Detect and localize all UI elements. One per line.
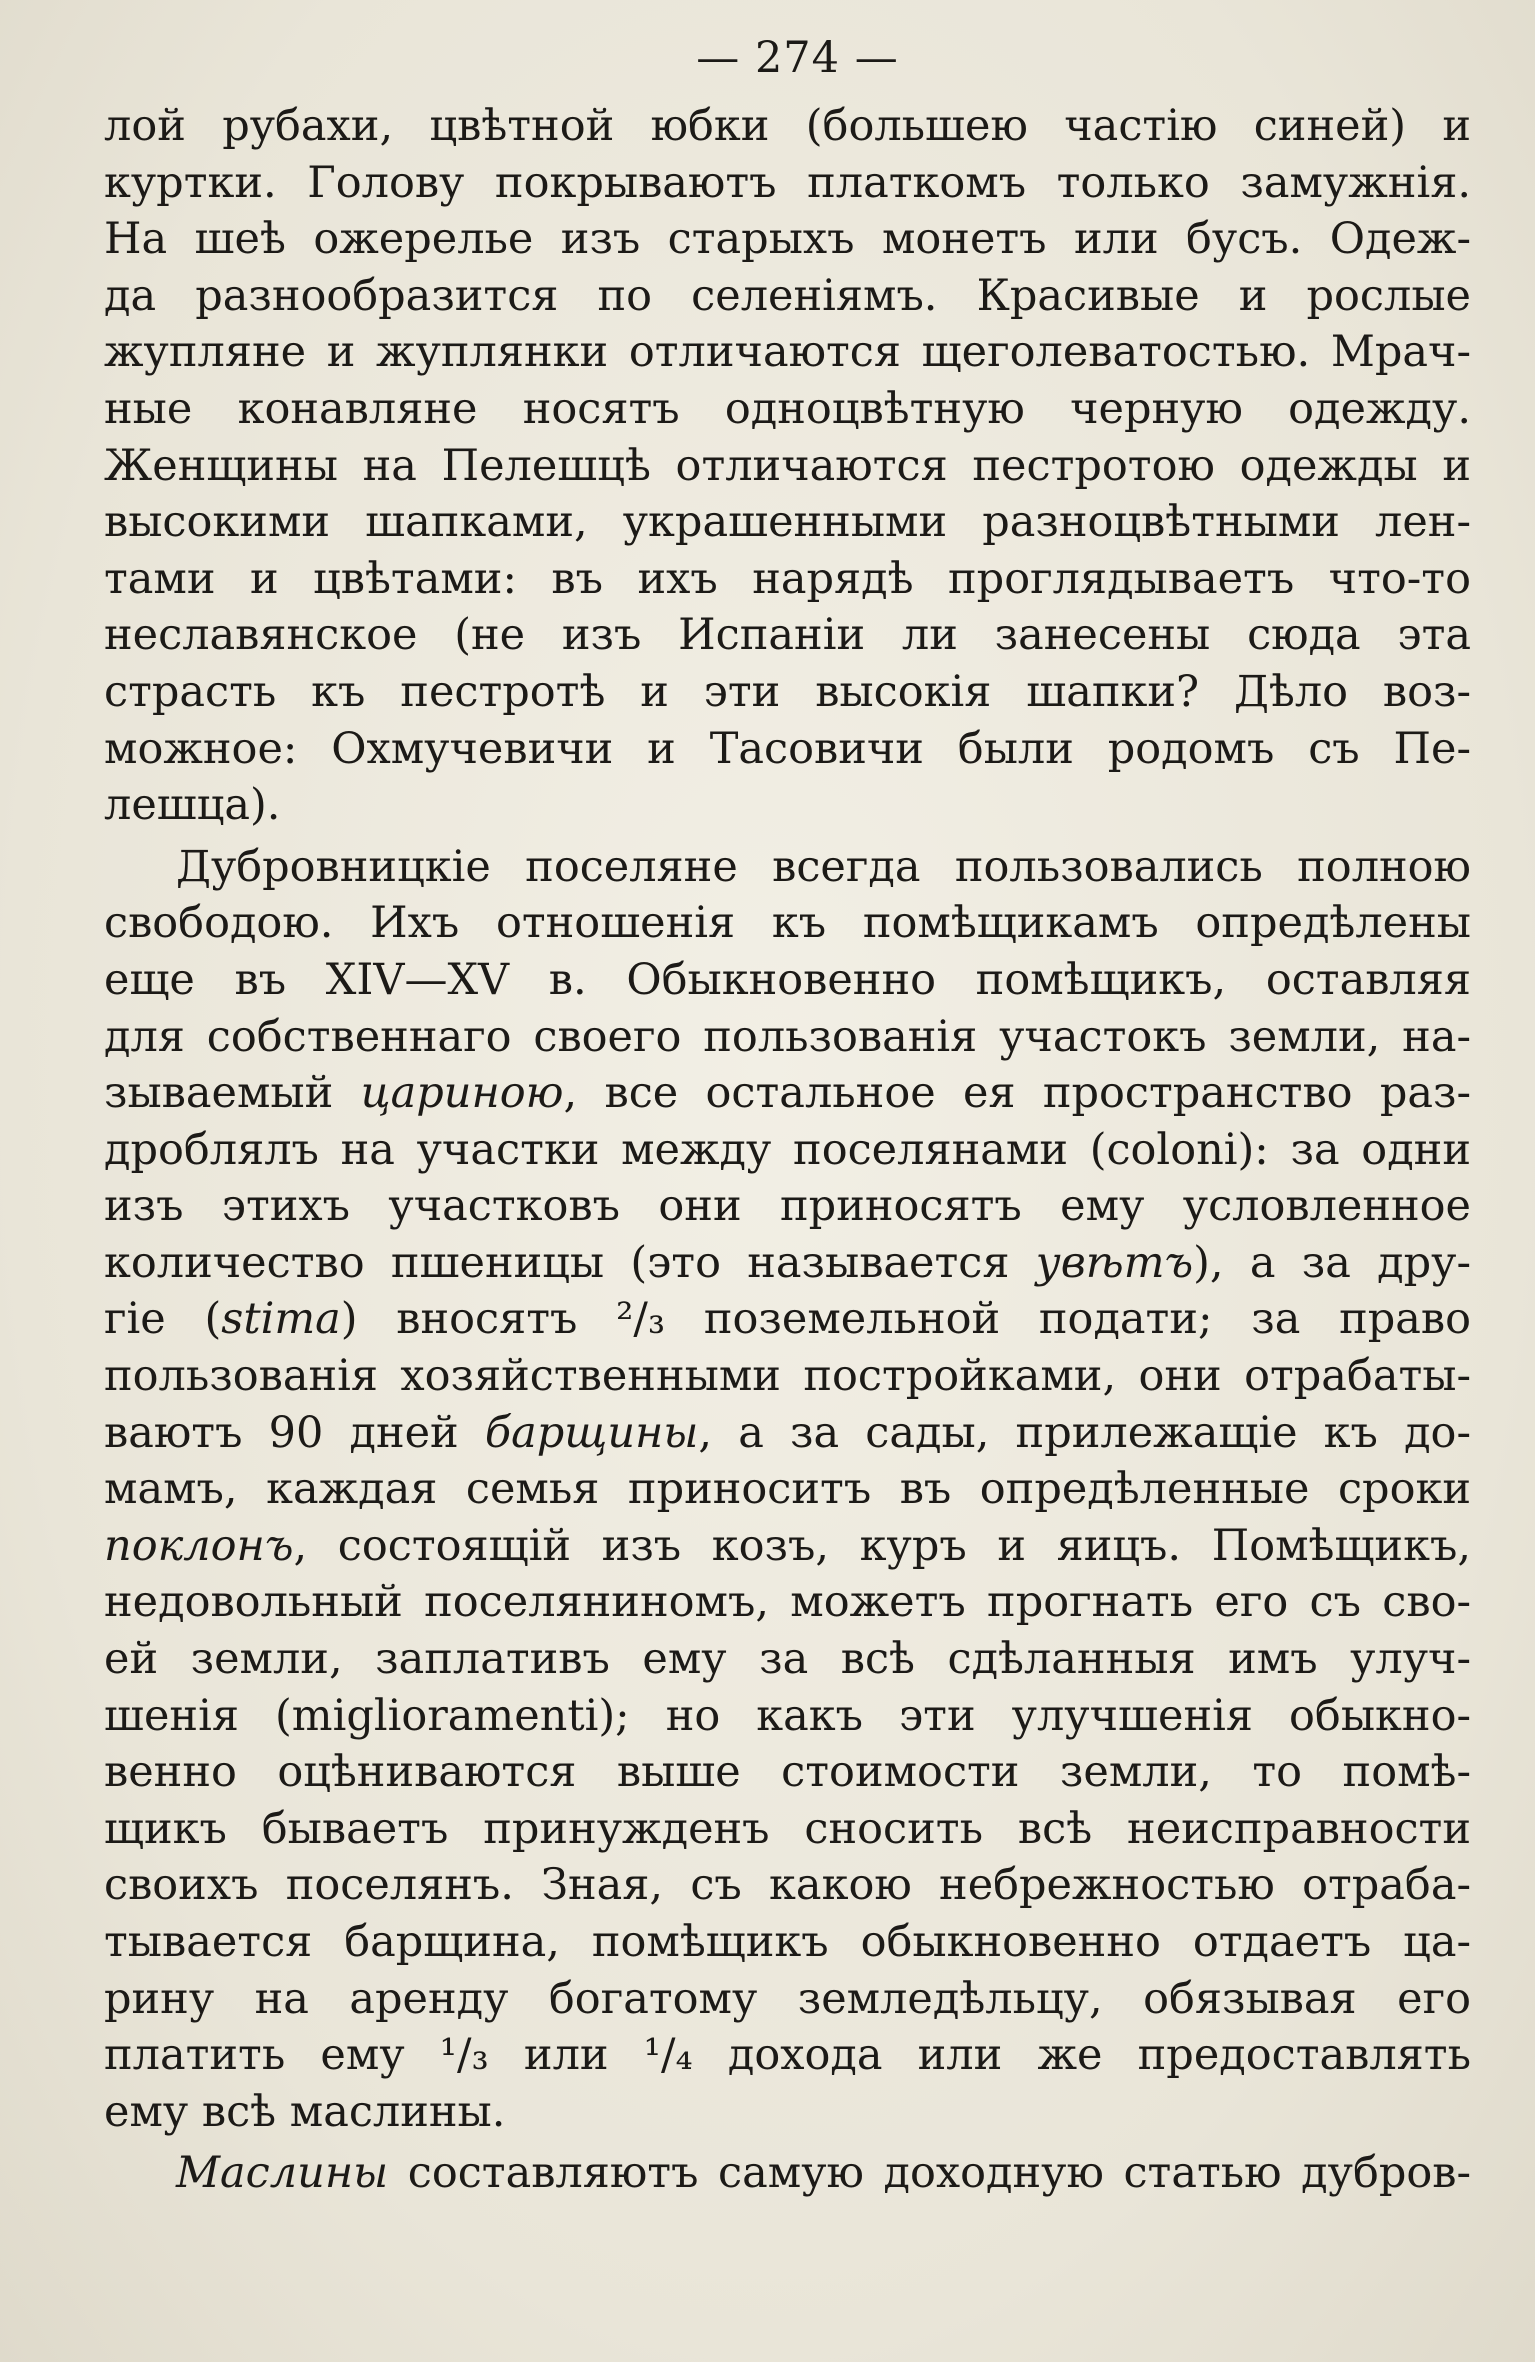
- paragraph-3: [104, 2145, 1471, 2202]
- text-line: мамъ, каждая семья приноситъ въ опредѣленные сроки: [104, 1464, 1471, 1515]
- text-line: ные конавляне носятъ одноцвѣтную черную одежду.: [104, 383, 1471, 434]
- text-run: ), а за дру-: [1193, 1237, 1471, 1288]
- text-line: лешца).: [104, 780, 281, 831]
- text-line: Женщины на Пелешцѣ отличаются пестротою одежды и: [104, 440, 1471, 491]
- text-line: жупляне и жуплянки отличаются щеголеватостью. Мрач-: [104, 327, 1471, 378]
- text-run: , а за сады, прилежащіе къ до-: [698, 1407, 1471, 1458]
- text-line: неславянское (не изъ Испаніи ли занесены сюда эта: [104, 610, 1471, 661]
- text-run: количество пшеницы (это называется: [104, 1237, 1036, 1288]
- text-line: шенія (miglioramenti); но какъ эти улучшенія обыкно-: [104, 1690, 1471, 1741]
- text-line: венно оцѣниваются выше стоимости земли, то помѣ-: [104, 1747, 1471, 1798]
- text-line: лой рубахи, цвѣтной юбки (большею частію синей) и: [104, 101, 1471, 151]
- paragraph-2: [104, 839, 1471, 2141]
- text-line: [104, 1291, 1471, 1348]
- text-line: страсть къ пестротѣ и эти высокія шапки? Дѣло воз-: [104, 666, 1471, 717]
- text-line: дроблялъ на участки между поселянами (coloni): за одни: [104, 1124, 1471, 1175]
- text-line: ей земли, заплативъ ему за всѣ сдѣланныя имъ улуч-: [104, 1634, 1471, 1685]
- text-run: гіе (: [104, 1294, 222, 1345]
- text-line: своихъ поселянъ. Зная, съ какою небрежностью отраба-: [104, 1860, 1471, 1911]
- text-line: недовольный поселяниномъ, можетъ прогнать его съ сво-: [104, 1577, 1471, 1628]
- text-line: можное: Охмучевичи и Тасовичи были родомъ съ Пе-: [104, 723, 1471, 774]
- text-line: да разнообразится по селеніямъ. Красивые и рослые: [104, 270, 1471, 321]
- text-line: еще въ XIV—XV в. Обыкновенно помѣщикъ, оставляя: [104, 954, 1471, 1005]
- text-run: , все остальное ея пространство раз-: [563, 1068, 1471, 1119]
- text-run: , состоящій изъ козъ, куръ и яицъ. Помѣщикъ,: [293, 1520, 1471, 1571]
- text-line: пользованія хозяйственными постройками, они отрабаты-: [104, 1351, 1471, 1402]
- text-line: [104, 1518, 1471, 1575]
- text-line: [104, 1405, 1471, 1462]
- italic-term: stima: [221, 1294, 341, 1345]
- text-line: Дубровницкіе поселяне всегда пользовались полною: [176, 841, 1471, 892]
- text-line: [104, 1065, 1471, 1122]
- text-line: На шеѣ ожерелье изъ старыхъ монетъ или бусъ. Одеж-: [104, 214, 1471, 265]
- italic-term: цариною: [360, 1068, 564, 1119]
- text-line: ему всѣ маслины.: [104, 2086, 506, 2137]
- text-run: ) вносятъ ²/₃ поземельной подати; за право: [340, 1294, 1471, 1345]
- text-run: ваютъ 90 дней: [104, 1407, 485, 1458]
- text-line: высокими шапками, украшенными разноцвѣтными лен-: [104, 497, 1471, 548]
- text-run: составляютъ самую доходную статью дубров-: [388, 2148, 1471, 2199]
- italic-term: увѣтъ: [1035, 1237, 1194, 1288]
- text-line: свободою. Ихъ отношенія къ помѣщикамъ опредѣлены: [104, 898, 1471, 949]
- text-line: для собственнаго своего пользованія участокъ земли, на-: [104, 1011, 1471, 1062]
- italic-term: Маслины: [176, 2148, 389, 2199]
- text-line: рину на аренду богатому земледѣльцу, обязывая его: [104, 1973, 1471, 2024]
- paragraph-1: [104, 98, 1471, 834]
- text-line: куртки. Голову покрываютъ платкомъ только замужнія.: [104, 157, 1471, 208]
- text-line: [104, 1235, 1471, 1292]
- italic-term: поклонъ: [104, 1520, 294, 1571]
- text-line: тами и цвѣтами: въ ихъ нарядѣ проглядываетъ что-то: [104, 553, 1471, 604]
- text-line: [104, 2145, 1471, 2202]
- text-line: платить ему ¹/₃ или ¹/₄ дохода или же предоставлять: [104, 2030, 1471, 2081]
- italic-term: барщины: [484, 1407, 699, 1458]
- page-number: — 274 —: [696, 33, 899, 83]
- text-line: тывается барщина, помѣщикъ обыкновенно отдаетъ ца-: [104, 1917, 1471, 1967]
- text-line: изъ этихъ участковъ они приносятъ ему условленное: [104, 1181, 1471, 1232]
- text-run: зываемый: [104, 1068, 361, 1119]
- text-line: щикъ бываетъ принужденъ сносить всѣ неисправности: [104, 1803, 1471, 1854]
